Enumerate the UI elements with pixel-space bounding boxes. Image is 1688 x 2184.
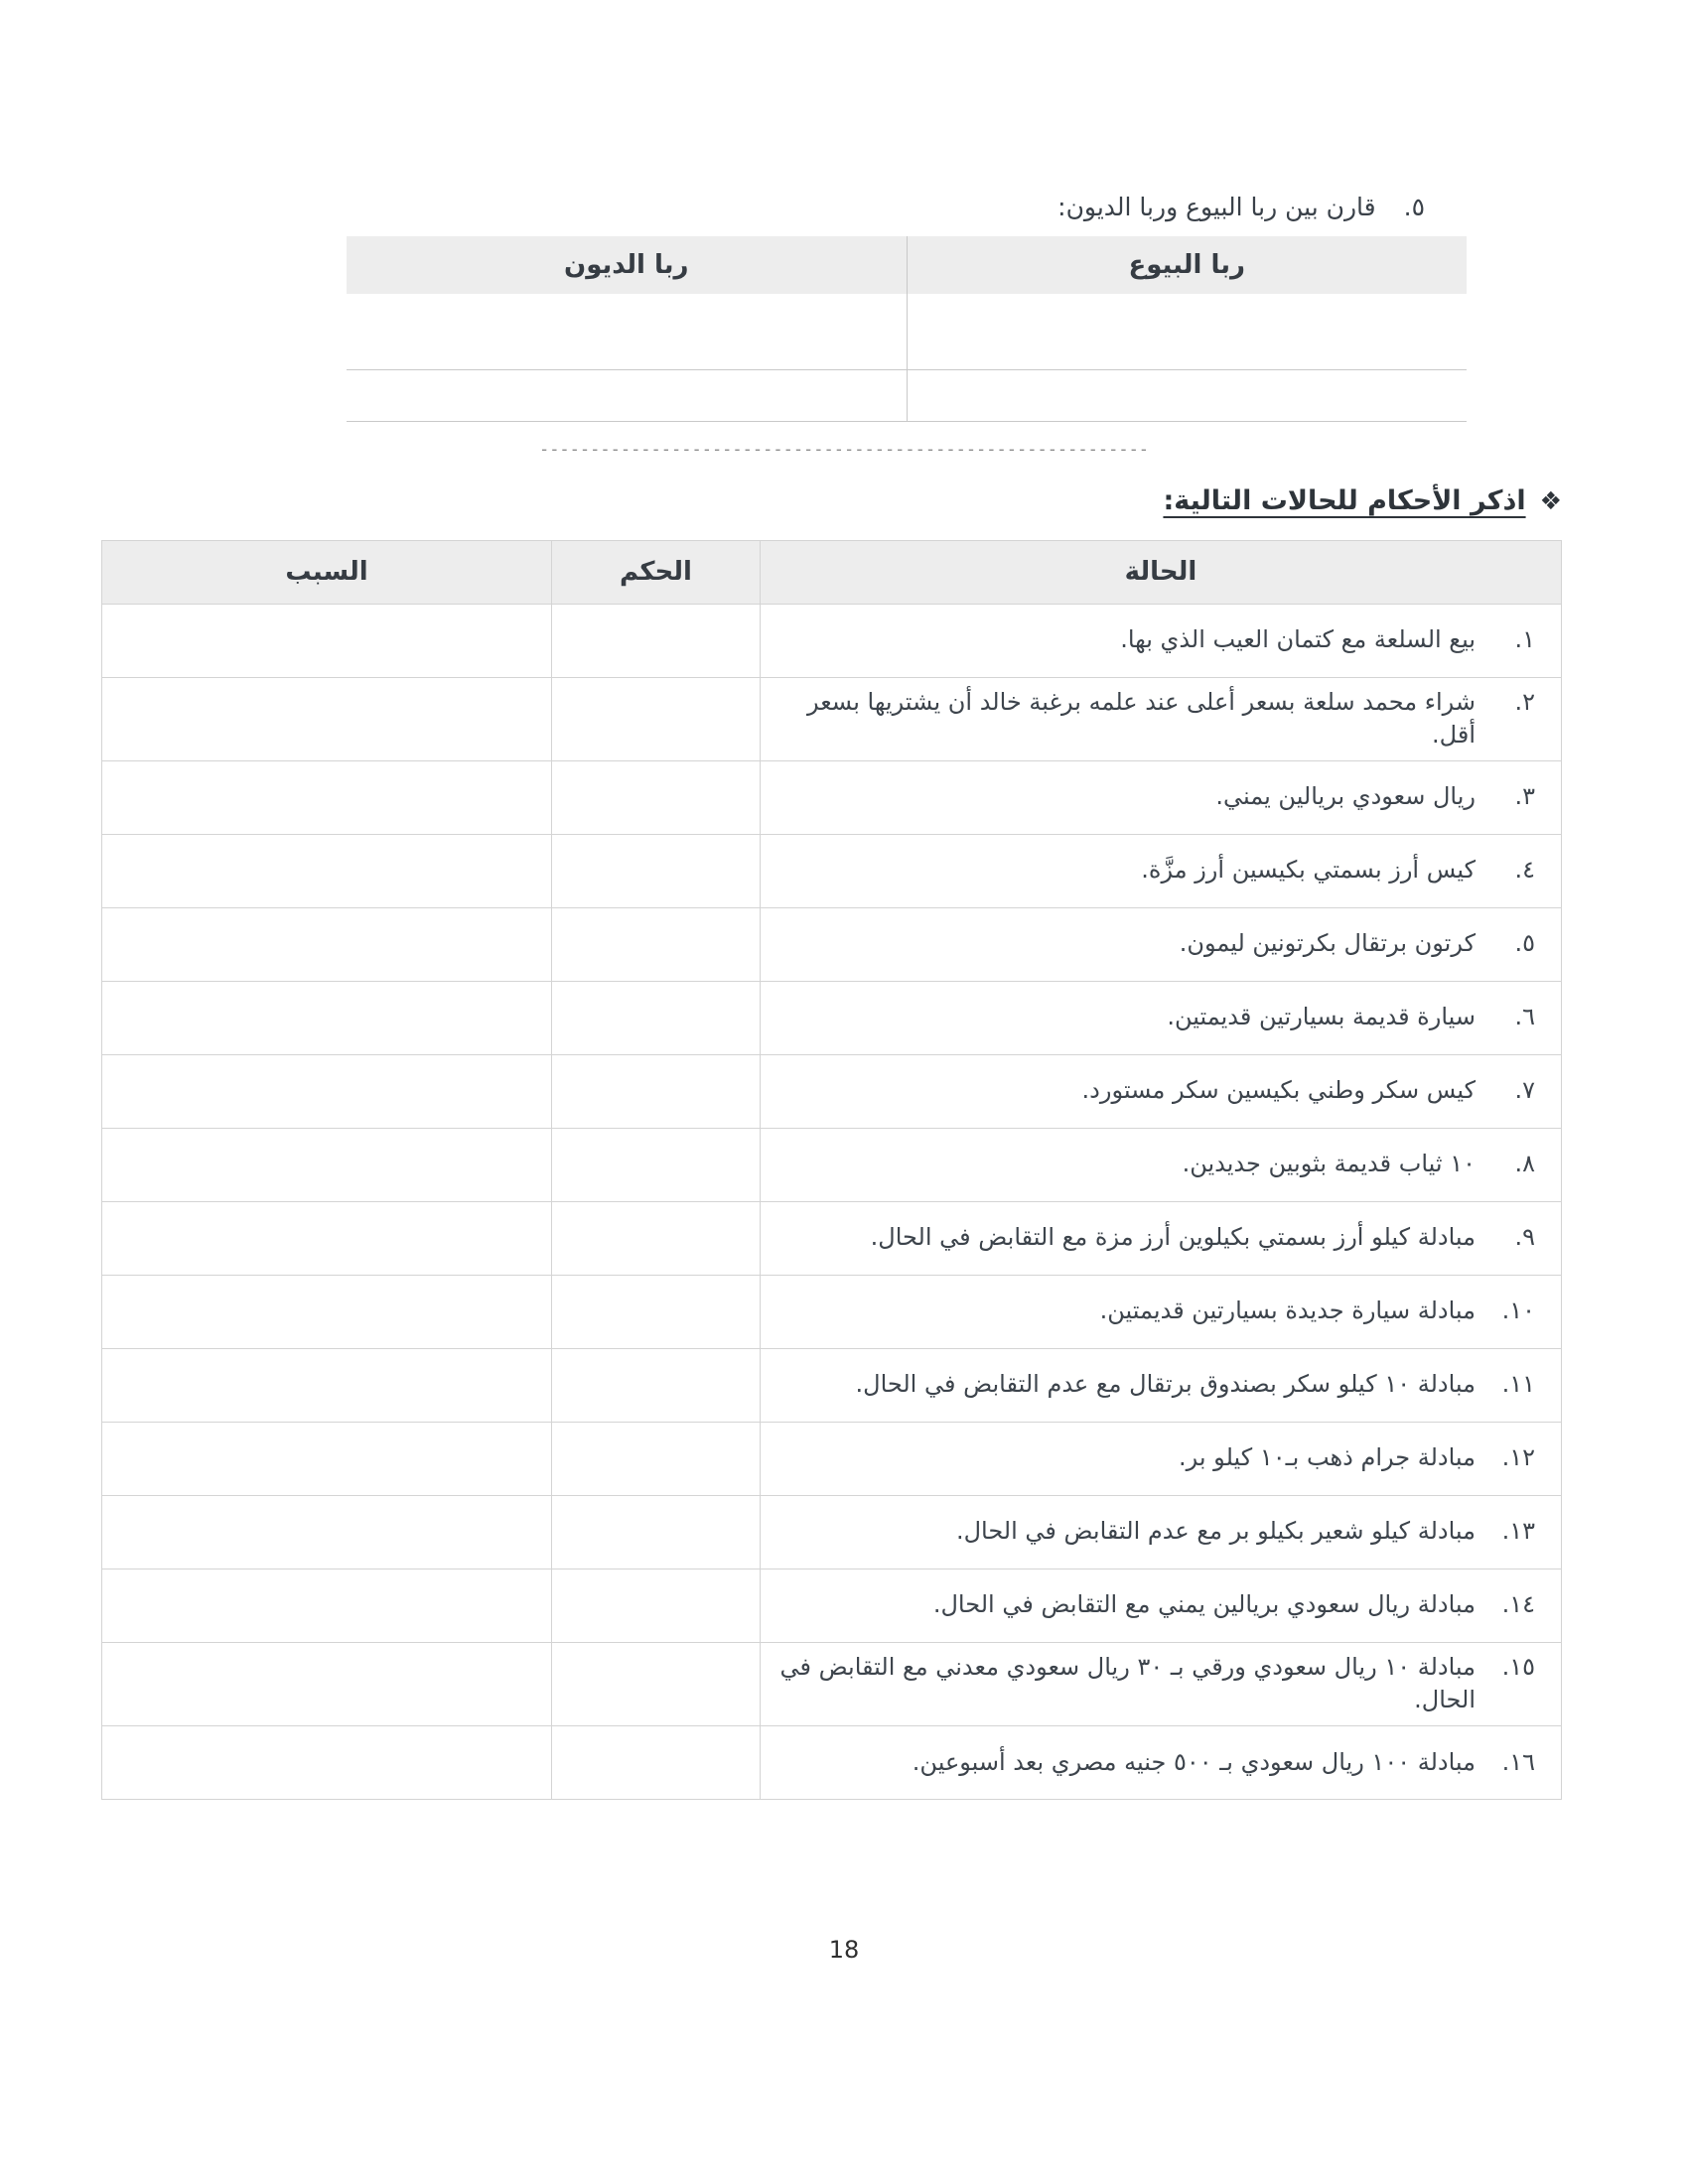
case-text: مبادلة كيلو أرز بسمتي بكيلوين أرز مزة مع التقابض في الحال. xyxy=(870,1223,1476,1252)
section-heading xyxy=(0,485,1562,516)
dashed-divider: ------------------------------------------------------------ xyxy=(538,439,1150,460)
case-number: ٢. xyxy=(1514,687,1535,716)
case-text: شراء محمد سلعة بسعر أعلى عند علمه برغبة خالد أن يشتريها بسعر أقل. xyxy=(806,687,1476,750)
ruling-empty-cell xyxy=(552,604,761,677)
case-row xyxy=(102,1201,1562,1275)
reason-empty-cell xyxy=(102,981,552,1054)
reason-empty-cell xyxy=(102,1422,552,1495)
ruling-empty-cell xyxy=(552,834,761,907)
ruling-empty-cell xyxy=(552,1725,761,1799)
case-number: ١٢. xyxy=(1501,1443,1535,1472)
reason-empty-cell xyxy=(102,760,552,834)
case-row xyxy=(102,981,1562,1054)
case-number: ٣. xyxy=(1514,782,1535,811)
case-number: ٥. xyxy=(1514,929,1535,958)
case-row xyxy=(102,677,1562,760)
case-row xyxy=(102,1054,1562,1128)
case-number: ١٤. xyxy=(1501,1590,1535,1619)
comparison-empty-cell xyxy=(907,369,1467,421)
case-text: مبادلة جرام ذهب بـ١٠ كيلو بر. xyxy=(1179,1443,1476,1472)
case-text: مبادلة سيارة جديدة بسيارتين قديمتين. xyxy=(1099,1297,1476,1325)
ruling-empty-cell xyxy=(552,760,761,834)
cases-header-case: الحالة xyxy=(761,540,1562,604)
case-text: كيس سكر وطني بكيسين سكر مستورد. xyxy=(1081,1076,1476,1105)
case-row xyxy=(102,1348,1562,1422)
case-number: ١٠. xyxy=(1501,1297,1535,1325)
ruling-empty-cell xyxy=(552,1422,761,1495)
case-text: كيس أرز بسمتي بكيسين أرز مزَّة. xyxy=(1141,856,1476,885)
case-number: ٧. xyxy=(1514,1076,1535,1105)
question-5-number: ٥. xyxy=(1403,193,1425,221)
case-row xyxy=(102,1642,1562,1725)
comparison-empty-row xyxy=(347,294,1467,369)
comparison-empty-cell xyxy=(347,369,907,421)
case-number: ١٦. xyxy=(1501,1747,1535,1776)
reason-empty-cell xyxy=(102,907,552,981)
ruling-empty-cell xyxy=(552,1569,761,1642)
reason-empty-cell xyxy=(102,1642,552,1725)
comparison-empty-cell xyxy=(907,294,1467,369)
reason-empty-cell xyxy=(102,1201,552,1275)
case-text: مبادلة كيلو شعير بكيلو بر مع عدم التقابض في الحال. xyxy=(955,1517,1476,1546)
cases-header-reason: السبب xyxy=(102,540,552,604)
page-number: 18 xyxy=(828,1936,860,1964)
case-text: ريال سعودي بريالين يمني. xyxy=(1215,782,1476,811)
case-text: مبادلة ١٠٠ ريال سعودي بـ ٥٠٠ جنيه مصري بعد أسبوعين. xyxy=(912,1747,1476,1776)
case-row xyxy=(102,834,1562,907)
case-number: ٤. xyxy=(1514,856,1535,885)
case-number: ١١. xyxy=(1501,1370,1535,1399)
case-text: ١٠ ثياب قديمة بثوبين جديدين. xyxy=(1182,1150,1476,1178)
ruling-empty-cell xyxy=(552,1128,761,1201)
section-title-text: اذكر الأحكام للحالات التالية: xyxy=(1163,484,1526,516)
ruling-empty-cell xyxy=(552,1348,761,1422)
ruling-empty-cell xyxy=(552,1275,761,1348)
cases-header-row xyxy=(102,540,1562,604)
reason-empty-cell xyxy=(102,604,552,677)
case-text: مبادلة ريال سعودي بريالين يمني مع التقابض في الحال. xyxy=(932,1590,1476,1619)
case-text: مبادلة ١٠ كيلو سكر بصندوق برتقال مع عدم التقابض في الحال. xyxy=(855,1370,1476,1399)
reason-empty-cell xyxy=(102,834,552,907)
comparison-empty-cell xyxy=(347,294,907,369)
case-row xyxy=(102,1495,1562,1569)
case-row xyxy=(102,1422,1562,1495)
ruling-empty-cell xyxy=(552,981,761,1054)
case-number: ١٣. xyxy=(1501,1517,1535,1546)
cases-rulings-table xyxy=(101,540,1562,1800)
case-text: كرتون برتقال بكرتونين ليمون. xyxy=(1179,929,1476,958)
case-text: بيع السلعة مع كتمان العيب الذي بها. xyxy=(1120,625,1476,654)
comparison-empty-row xyxy=(347,369,1467,421)
ruling-empty-cell xyxy=(552,1495,761,1569)
reason-empty-cell xyxy=(102,1275,552,1348)
ruling-empty-cell xyxy=(552,677,761,760)
case-number: ٦. xyxy=(1514,1003,1535,1031)
case-row xyxy=(102,1275,1562,1348)
ruling-empty-cell xyxy=(552,1642,761,1725)
case-row xyxy=(102,604,1562,677)
reason-empty-cell xyxy=(102,677,552,760)
case-row xyxy=(102,907,1562,981)
case-number: ١. xyxy=(1514,625,1535,654)
cases-header-ruling: الحكم xyxy=(552,540,761,604)
ruling-empty-cell xyxy=(552,1054,761,1128)
riba-comparison-table xyxy=(347,236,1467,422)
case-row xyxy=(102,1128,1562,1201)
case-text: سيارة قديمة بسيارتين قديمتين. xyxy=(1167,1003,1476,1031)
case-number: ٩. xyxy=(1514,1223,1535,1252)
case-number: ١٥. xyxy=(1501,1652,1535,1681)
case-row xyxy=(102,1725,1562,1799)
question-5-line xyxy=(0,191,1425,224)
case-text: مبادلة ١٠ ريال سعودي ورقي بـ ٣٠ ريال سعودي معدني مع التقابض في الحال. xyxy=(779,1652,1476,1714)
reason-empty-cell xyxy=(102,1569,552,1642)
ruling-empty-cell xyxy=(552,1201,761,1275)
case-number: ٨. xyxy=(1514,1150,1535,1178)
comparison-header-row xyxy=(347,236,1467,294)
comparison-header-riba-duyun: ربا الديون xyxy=(347,236,907,294)
case-row xyxy=(102,760,1562,834)
diamond-bullet-icon: ❖ xyxy=(1539,485,1562,515)
reason-empty-cell xyxy=(102,1054,552,1128)
reason-empty-cell xyxy=(102,1128,552,1201)
comparison-header-riba-buyu: ربا البيوع xyxy=(907,236,1467,294)
reason-empty-cell xyxy=(102,1495,552,1569)
case-row xyxy=(102,1569,1562,1642)
reason-empty-cell xyxy=(102,1348,552,1422)
reason-empty-cell xyxy=(102,1725,552,1799)
ruling-empty-cell xyxy=(552,907,761,981)
question-5-prompt: قارن بين ربا البيوع وربا الديون: xyxy=(1057,193,1376,221)
